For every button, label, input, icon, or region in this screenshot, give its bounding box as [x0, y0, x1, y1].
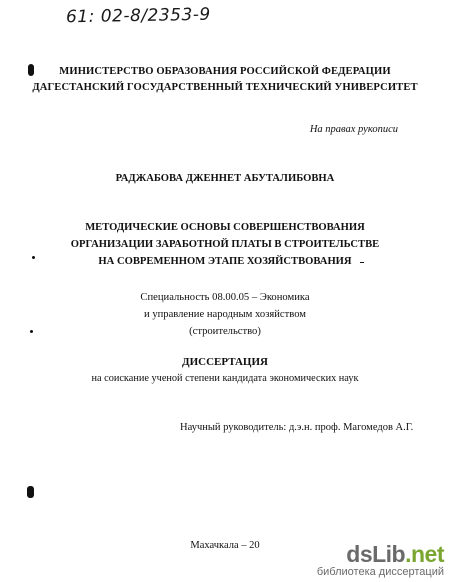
specialty-line: (строительство) [189, 326, 261, 337]
ministry-name: МИНИСТЕРСТВО ОБРАЗОВАНИЯ РОССИЙСКОЙ ФЕДЕРАЦИИ [59, 66, 391, 77]
scan-speck [360, 262, 364, 263]
watermark-logo [294, 542, 444, 566]
degree-line: на соискание ученой степени кандидата экономических наук [91, 373, 359, 384]
work-type: ДИССЕРТАЦИЯ [182, 356, 268, 368]
university-name: ДАГЕСТАНСКИЙ ГОСУДАРСТВЕННЫЙ ТЕХНИЧЕСКИЙ УНИВЕРСИТЕТ [32, 82, 418, 93]
institution-header [0, 64, 450, 96]
watermark-logo-domain: .net [405, 541, 444, 567]
city-year: Махачкала – 20 [190, 540, 260, 551]
watermark-logo-name: dsLib [346, 541, 406, 567]
supervisor-line: Научный руководитель: д.э.н. проф. Магомедов А.Г. [180, 422, 414, 433]
dissertation-title [0, 219, 450, 270]
handwritten-archive-code: 61: 02-8/2353-9 [65, 4, 211, 28]
scan-hole-mark [28, 64, 34, 76]
dslib-watermark [294, 542, 444, 578]
author-name: РАДЖАБОВА ДЖЕННЕТ АБУТАЛИБОВНА [115, 173, 335, 184]
scan-speck [30, 330, 33, 333]
scan-hole-mark [27, 486, 34, 498]
title-line: МЕТОДИЧЕСКИЕ ОСНОВЫ СОВЕРШЕНСТВОВАНИЯ [85, 222, 365, 233]
rights-note: На правах рукописи [309, 124, 398, 135]
watermark-subtitle: библиотека диссертаций [316, 566, 444, 578]
specialty-line: Специальность 08.00.05 – Экономика [140, 292, 310, 303]
scan-speck [32, 256, 35, 259]
specialty-block [0, 289, 450, 340]
specialty-line: и управление народным хозяйством [144, 309, 306, 320]
title-line: ОРГАНИЗАЦИИ ЗАРАБОТНОЙ ПЛАТЫ В СТРОИТЕЛЬСТВЕ [70, 239, 380, 250]
title-line: НА СОВРЕМЕННОМ ЭТАПЕ ХОЗЯЙСТВОВАНИЯ [98, 256, 352, 267]
